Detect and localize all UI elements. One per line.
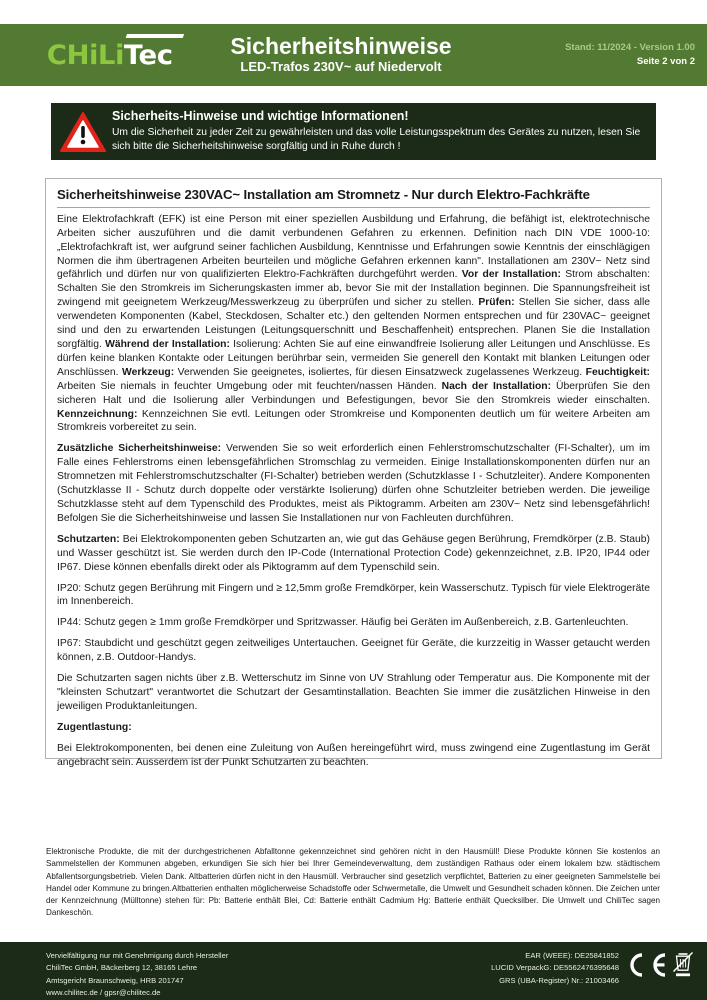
paragraph-list — [57, 213, 650, 770]
logo-text-tec: Tec — [123, 39, 173, 71]
safety-instructions-panel — [45, 178, 662, 768]
inline-text: Verwenden Sie so weit erforderlich einen Fehlerstromschutzschalter (FI-Schalter), um im Falle eines Fehlerstroms einen lebensgefährlichen Stromschlag zu vermeiden. Einige Installationskomponenten dürfen nur an Stromnetzen mit Fehlerstromschutzschalter (FI-Schalter) betrieben werden (Schutzklasse I - Schutzleiter). Andere Komponenten (Schutzklasse II - Schutz durch doppelte oder verstärkte Isolierung) dürfen ohne Schutzleiter betrieben werden. Die jeweilige Schutzklasse steht auf dem Typenschild des Produktes, meist als Piktogramm. Arbeiten am 230V~ Netz sind lebensgefährlich! Befolgen Sie die Sicherheitshinweise und lassen Sie Installationen nur von Fachleuten durchführen. — [57, 443, 651, 524]
paragraph-ip20 — [57, 582, 650, 610]
brand-logo — [0, 39, 200, 71]
inline-text: Bei Elektrokomponenten geben Schutzarten an, wie gut das Gehäuse gegen Berührung, Fremdkörper (z.B. Staub) und Wasser geschützt ist. Sie werden durch den IP-Code (International Protection Code) gekennzeichnet, z.B. IP20, IP44 oder IP67. Diese können ebenfalls direkt oder als Piktogramm auf dem Typenschild sein. — [57, 533, 650, 573]
inline-text: Strom abschalten: Schalten Sie den Stromkreis im Sicherungskasten immer ab, bevor Sie mit der Installation beginnen. Die Spannungsfreiheit ist zwingend mit geeignetem Werkzeug/Messwerkzeug zu überprüfen und sicher zu stellen. — [57, 269, 650, 309]
company-info — [46, 950, 228, 999]
chilitec-logo-icon — [46, 39, 173, 71]
inline-text: IP44: Schutz gegen ≥ 1mm große Fremdkörper und Spritzwasser. Häufig bei Geräten im Außenbereich, z.B. Gartenleuchten. — [57, 617, 629, 629]
inline-label: Vor der Installation: — [461, 269, 561, 281]
disposal-notice: Elektronische Produkte, die mit der durchgestrichenen Abfalltonne gekennzeichnet sind gehören nicht in den Hausmüll! Diese Produkte können Sie kostenlos an Sammelstellen der Kommunen abgeben, erkundigen Sie sich hier bei Ihrer Gemeindeverwaltung, dem zuständigen Rathaus oder einem lokalem bzw. städtischem Abfallentsorgungsbetrieb. Vielen Dank. Altbatterien dürfen nicht in den Hausmüll. Verbraucher sind gesetzlich verpflichtet, Batterien zu einer geeigneten Sammelstelle bei Handel oder Kommune zu bringen.Altbatterien enthalten möglicherweise Schadstoffe oder Schwermetalle, die Umwelt und Gesundheit schaden können. Die Zeichen unter der Kennzeichnung (Mülltonne) stehen für: Pb: Batterie enthält Blei, Cd: Batterie enthält Cadmium Hg: Batterie enthält Quecksilber. Die Umwelt und ChiliTec sagen Dankeschön. — [46, 847, 660, 918]
inline-text: Bei Elektrokomponenten, bei denen eine Zuleitung von Außen hereingeführt wird, muss zwingend eine Zugentlastung im Gerät angebracht sein. Ausserdem ist der Punkt Schutzarten zu beachten. — [57, 742, 650, 768]
inline-label: Zusätzliche Sicherheitshinweise: — [57, 443, 222, 455]
inline-label: Nach der Installation: — [441, 380, 552, 392]
section-heading: Sicherheitshinweise 230VAC~ Installation am Stromnetz - Nur durch Elektro-Fachkräfte — [57, 187, 650, 208]
inline-text: Stellen Sie sicher, dass alle verwendeten Komponenten (Kabel, Steckdosen, Schalter etc.) den geltenden Normen entsprechen und für 230VAC~ geeignet sind und den zu erwartenden Leistungen (Leitungsquerschnitt und Beschaffenheit) entsprechen. Planen Sie die Installation sorgfältig. — [57, 297, 650, 350]
inline-text: IP20: Schutz gegen Berührung mit Fingern und ≥ 12,5mm große Fremdkörper, kein Wasserschutz. Typisch für viele Elektrogeräte im Innenbereich. — [57, 582, 650, 608]
warning-triangle-icon — [57, 110, 109, 154]
page-footer — [0, 942, 707, 1000]
company-info-line: ChiliTec GmbH, Bäckerberg 12, 38165 Lehre — [46, 963, 198, 973]
warning-title: Sicherheits-Hinweise und wichtige Informationen! — [112, 109, 409, 124]
paragraph-zugentlastung-body — [57, 742, 650, 770]
company-info-line: www.chilitec.de / gpsr@chilitec.de — [46, 987, 161, 997]
inline-text: Die Schutzarten sagen nichts über z.B. Wetterschutz im Sinne von UV Strahlung oder Temperatur aus. Die Komponente mit der "kleinsten Schutzart" verantwortet die Schutzart der Gesamtinstallation. Beachten Sie immer die zusätzlichen Hinweise in den jeweiligen Produktanleitungen. — [57, 673, 650, 712]
document-version: Stand: 11/2024 - Version 1.00 — [565, 41, 695, 53]
paragraph-schutzarten-hinweis — [57, 672, 650, 714]
inline-label: Kennzeichnung: — [57, 408, 138, 420]
paragraph-efk-definition — [57, 213, 650, 436]
inline-label: Werkzeug: — [122, 366, 175, 378]
page-number: Seite 2 von 2 — [636, 56, 695, 67]
paragraph-ip44 — [57, 616, 650, 630]
inline-text: Isolierung: Achten Sie auf eine einwandfreie Isolierung aller Leitungen und Anschlüsse. Es dürfen keine blanken Kontakte oder Leitungen berührbar sein, vermeiden Sie generell den Kontakt mit blanken Leitungen oder Anschlüssen. — [57, 339, 650, 378]
registration-numbers — [491, 950, 619, 987]
page-header — [0, 24, 707, 86]
warning-body: Um die Sicherheit zu jeder Zeit zu gewährleisten und das volle Leistungsspektrum des Gerätes zu nutzen, lesen Sie sich bitte die Sicherheitshinweise sorgfältig und in Ruhe durch ! — [112, 127, 641, 153]
paragraph-zugentlastung-title — [57, 721, 650, 735]
inline-label: Prüfen: — [478, 297, 515, 309]
warning-text-block — [109, 108, 650, 154]
inline-text: IP67: Staubdicht und geschützt gegen zeitweiliges Untertauchen. Geeignet für Geräte, die kurzzeitig in Wasser getaucht werden können, z.B. Outdoor-Handys. — [57, 638, 650, 664]
company-info-line: Vervielfältigung nur mit Genehmigung durch Hersteller — [46, 951, 229, 960]
inline-text: Überprüfen Sie den sicheren Halt und die Isolierung aller Verbindungen und Befestigungen, bevor Sie den Stromkreis wieder einschalten. — [57, 380, 650, 406]
inline-label: Zugentlastung: — [57, 721, 132, 733]
registration-line: GRS (UBA-Register) Nr.: 21003466 — [499, 975, 619, 985]
inline-text: Kennzeichnen Sie evtl. Leitungen oder Stromkreise und Komponenten deutlich um für weitere Arbeiten am Stromkreis vorbereitet zu sein. — [57, 408, 650, 434]
ce-mark-icon — [625, 951, 669, 984]
footer-right-block — [491, 950, 695, 987]
compliance-marks — [625, 950, 695, 984]
registration-line: LUCID VerpackG: DE5562476395648 — [491, 963, 619, 973]
crossed-wheelie-bin-icon — [671, 951, 695, 984]
inline-text: Verwenden Sie geeignetes, isoliertes, für diesen Einsatzweck zugelassenes Werkzeug. — [174, 366, 586, 378]
header-meta — [492, 41, 707, 70]
inline-text: Arbeiten Sie niemals in feuchter Umgebung oder mit feuchten/nassen Händen. — [57, 380, 442, 392]
inline-label: Feuchtigkeit: — [585, 366, 650, 378]
inline-label: Während der Installation: — [105, 339, 230, 350]
page-subtitle: LED-Trafos 230V~ auf Niedervolt — [240, 59, 442, 75]
company-info-line: Amtsgericht Braunschweig, HRB 201747 — [46, 975, 184, 985]
inline-text: Eine Elektrofachkraft (EFK) ist eine Person mit einer speziellen Ausbildung und Erfahrung, die befähigt ist, elektrotechnische Arbeiten sicher auszuführen und die damit verbundenen Gefahren zu erkennen. Definition nach DIN VDE 1000-10: „Elektrofachkraft ist, wer aufgrund seiner fachlichen Ausbildung, Kenntnisse und Erfahrungen sowie Kenntnis der einschlägigen Normen die ihm übertragenen Arbeiten beurteilen und mögliche Gefahren erkennen kann". Installationen am 230V~ Netz sind gefährlich und dürfen nur von qualifizierten Elektro-Fachkräften durchgeführt werden. — [57, 213, 650, 281]
paragraph-schutzarten — [57, 533, 650, 575]
page-title: Sicherheitshinweise — [230, 32, 452, 59]
inline-label: Schutzarten: — [57, 533, 120, 545]
paragraph-ip67 — [57, 637, 650, 665]
registration-line: EAR (WEEE): DE25841852 — [525, 951, 619, 960]
logo-text-chili: CHiLi — [46, 39, 124, 71]
paragraph-zusaetzliche-sicherheitshinweise — [57, 442, 650, 525]
header-title-block — [190, 34, 492, 76]
safety-warning-box — [51, 103, 656, 160]
